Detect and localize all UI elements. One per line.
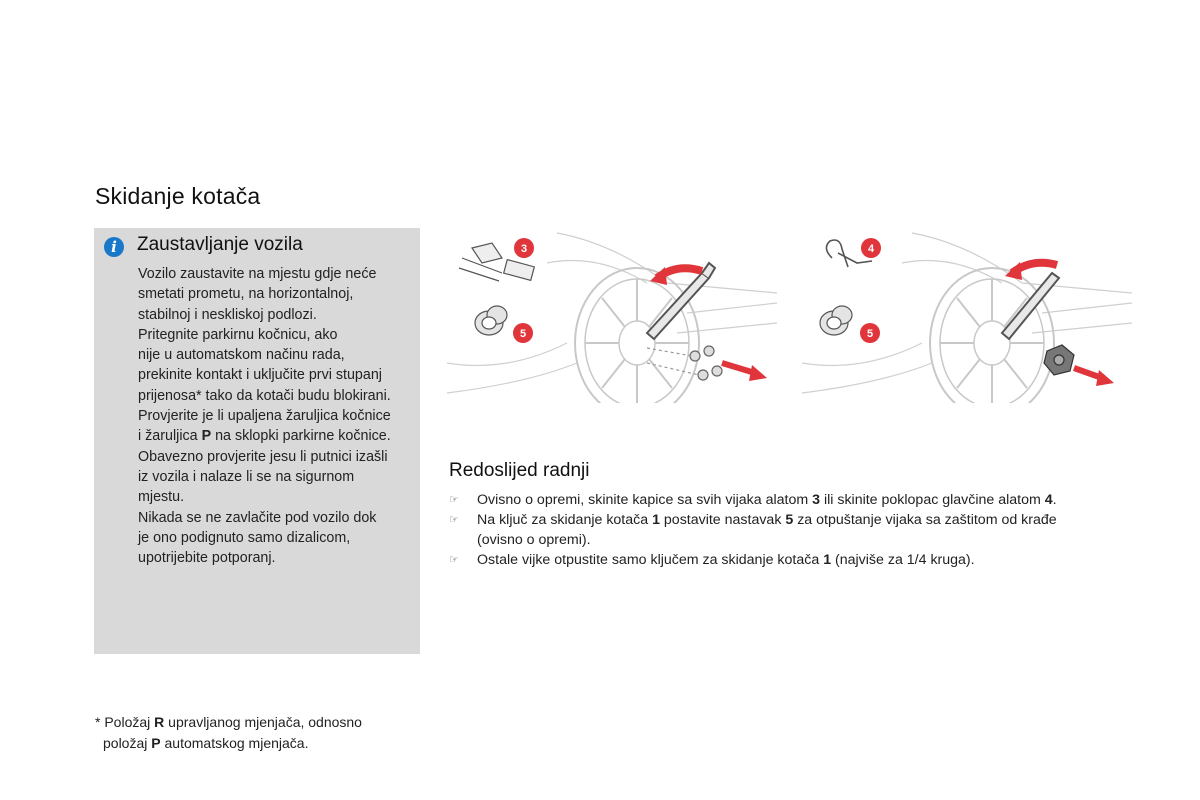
list-item: ☞ Na ključ za skidanje kotača 1 postavite nastavak 5 za otpuštanje vijaka sa zaštitom od krađe (ovisno o opremi). <box>449 512 1057 548</box>
badge-label: 5 <box>866 328 874 340</box>
info-box-text <box>138 264 391 568</box>
bolts-icon <box>647 346 722 380</box>
steps-title: Redoslijed radnji <box>449 460 590 481</box>
badge-4 <box>861 238 881 258</box>
badge-5 <box>860 323 880 343</box>
info-line: prijenosa* tako da kotači budu blokirani. <box>138 387 391 404</box>
wheel-icon <box>930 268 1054 403</box>
socket-adapter-icon <box>475 306 507 335</box>
badge-label: 4 <box>867 243 875 255</box>
info-line: je ono podignuto samo dizalicom, <box>138 529 351 546</box>
info-line: upotrijebite potporanj. <box>138 550 276 567</box>
info-line: Pritegnite parkirnu kočnicu, ako <box>138 326 338 343</box>
wheel-illustration-left <box>447 223 777 403</box>
socket-adapter-icon <box>820 306 852 335</box>
info-box <box>94 228 420 654</box>
info-box-title: Zaustavljanje vozila <box>137 234 303 255</box>
info-line: nije u automatskom načinu rada, <box>138 347 345 364</box>
badge-3 <box>514 238 534 258</box>
info-line: i žaruljica P na sklopki parkirne kočnice. <box>138 428 391 445</box>
info-line: Vozilo zaustavite na mjestu gdje neće <box>138 266 377 282</box>
hubcap-icon <box>1044 345 1074 375</box>
page-title: Skidanje kotača <box>95 183 261 209</box>
info-line: Nikada se ne zavlačite pod vozilo dok <box>138 509 377 526</box>
info-line: prekinite kontakt i uključite prvi stupanj <box>138 367 382 384</box>
info-line: mjestu. <box>138 489 185 506</box>
footnote: * Položaj R upravljanog mjenjača, odnosno položaj P automatskog mjenjača. <box>95 714 362 751</box>
badge-label: 5 <box>519 328 527 340</box>
info-line: Obavezno provjerite jesu li putnici izašli <box>138 448 388 465</box>
pull-arrow-icon <box>722 363 755 373</box>
info-icon: i <box>104 237 124 257</box>
info-line: iz vozila i nalaze li se na sigurnom <box>138 468 355 485</box>
list-item: ☞ Ovisno o opremi, skinite kapice sa svih vijaka alatom 3 ili skinite poklopac glavčine alatom 4. <box>449 492 1057 508</box>
info-line: smetati prometu, na horizontalnoj, <box>138 286 354 303</box>
wheel-illustration-right <box>802 223 1132 403</box>
wheel-icon <box>575 268 699 403</box>
badge-5 <box>513 323 533 343</box>
steps-list <box>449 490 1169 570</box>
pointing-hand-icon: ☞ <box>449 554 459 566</box>
info-line: stabilnoj i neskliskoj podlozi. <box>138 306 317 323</box>
pointing-hand-icon: ☞ <box>449 494 459 506</box>
pointing-hand-icon: ☞ <box>449 514 459 526</box>
list-item: ☞ Ostale vijke otpustite samo ključem za skidanje kotača 1 (najviše za 1/4 kruga). <box>449 552 975 568</box>
badge-label: 3 <box>520 243 528 255</box>
info-line: Provjerite je li upaljena žaruljica kočnice <box>138 408 391 425</box>
